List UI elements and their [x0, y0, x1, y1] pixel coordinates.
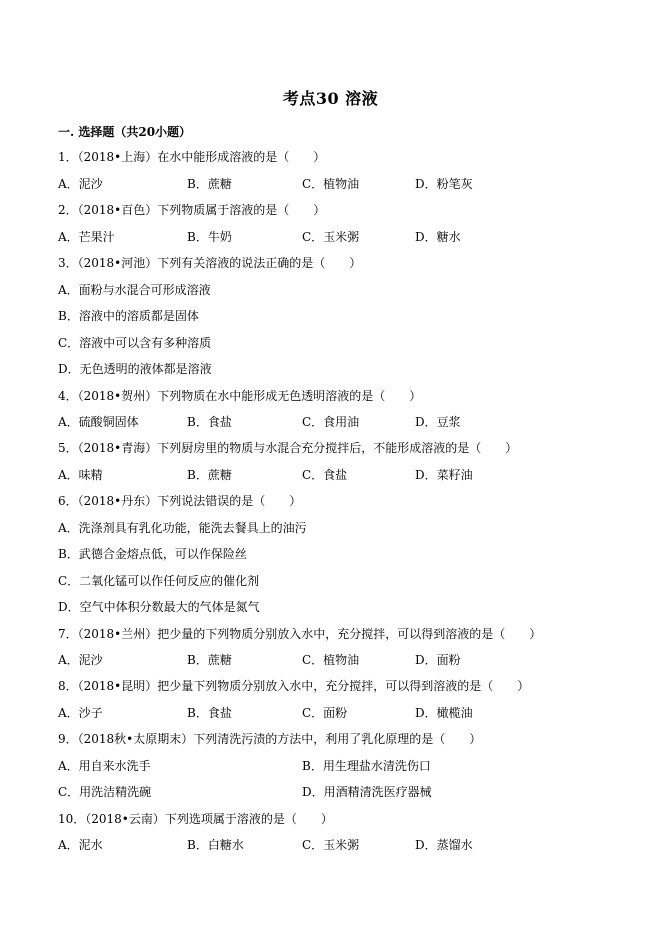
question-stem: 5．（2018•青海）下列厨房里的物质与水混合充分搅拌后，不能形成溶液的是（ ） — [58, 441, 518, 455]
answer-option: B．食盐 — [187, 415, 232, 429]
answer-option: C．食盐 — [302, 468, 348, 482]
answer-option: B．溶液中的溶质都是固体 — [58, 309, 199, 323]
answer-option: D．橄榄油 — [415, 706, 473, 720]
answer-option: B．食盐 — [187, 706, 232, 720]
answer-option: B．白糖水 — [187, 838, 244, 852]
answer-option: D．蒸馏水 — [415, 838, 473, 852]
answer-option: C．玉米粥 — [302, 838, 360, 852]
question-stem: 9．（2018秋•太原期末）下列清洗污渍的方法中，利用了乳化原理的是（ ） — [58, 732, 482, 746]
answer-option: D．无色透明的液体都是溶液 — [58, 362, 212, 376]
question-stem: 6．（2018•丹东）下列说法错误的是（ ） — [58, 494, 302, 508]
question-stem: 10．（2018•云南）下列选项属于溶液的是（ ） — [58, 812, 333, 826]
answer-option: C．用洗洁精洗碗 — [58, 785, 152, 799]
answer-option: A．沙子 — [58, 706, 103, 720]
answer-option: C．植物油 — [302, 653, 360, 667]
page-title: 考点30 溶液 — [282, 89, 379, 108]
answer-option: D．糖水 — [415, 230, 461, 244]
question-stem: 4．（2018•贺州）下列物质在水中能形成无色透明溶液的是（ ） — [58, 389, 422, 403]
answer-option: A．味精 — [58, 468, 103, 482]
answer-option: C．面粉 — [302, 706, 348, 720]
answer-option: D．用酒精清洗医疗器械 — [302, 785, 432, 799]
answer-option: B．牛奶 — [187, 230, 232, 244]
question-stem: 7．（2018•兰州）把少量的下列物质分别放入水中，充分搅拌，可以得到溶液的是（ ） — [58, 627, 542, 641]
answer-option: A．硫酸铜固体 — [58, 415, 139, 429]
answer-option: A．用自来水洗手 — [58, 759, 151, 773]
answer-option: D．面粉 — [415, 653, 461, 667]
answer-option: D．空气中体积分数最大的气体是氮气 — [58, 600, 260, 614]
answer-option: A．泥水 — [58, 838, 103, 852]
question-stem: 8．（2018•昆明）把少量下列物质分别放入水中，充分搅拌，可以得到溶液的是（ ） — [58, 679, 530, 693]
answer-option: D．豆浆 — [415, 415, 461, 429]
answer-option: B．蔗糖 — [187, 468, 232, 482]
answer-option: C．植物油 — [302, 177, 360, 191]
answer-option: B．蔗糖 — [187, 177, 232, 191]
answer-option: A．芒果汁 — [58, 230, 115, 244]
answer-option: B．蔗糖 — [187, 653, 232, 667]
answer-option: C．二氧化锰可以作任何反应的催化剂 — [58, 574, 260, 588]
answer-option: A．面粉与水混合可形成溶液 — [58, 283, 211, 297]
section-heading: 一. 选择题（共20小题） — [58, 125, 192, 139]
answer-option: A．洗涤剂具有乳化功能，能洗去餐具上的油污 — [58, 521, 307, 535]
answer-option: C．食用油 — [302, 415, 360, 429]
answer-option: B．武德合金熔点低，可以作保险丝 — [58, 547, 247, 561]
answer-option: D．粉笔灰 — [415, 177, 473, 191]
answer-option: A．泥沙 — [58, 177, 103, 191]
question-stem: 3．（2018•河池）下列有关溶液的说法正确的是（ ） — [58, 256, 362, 270]
answer-option: D．菜籽油 — [415, 468, 473, 482]
answer-option: C．玉米粥 — [302, 230, 360, 244]
answer-option: A．泥沙 — [58, 653, 103, 667]
answer-option: B．用生理盐水清洗伤口 — [302, 759, 431, 773]
question-stem: 1．（2018•上海）在水中能形成溶液的是（ ） — [58, 150, 326, 164]
question-stem: 2．（2018•百色）下列物质属于溶液的是（ ） — [58, 203, 326, 217]
answer-option: C．溶液中可以含有多种溶质 — [58, 336, 212, 350]
